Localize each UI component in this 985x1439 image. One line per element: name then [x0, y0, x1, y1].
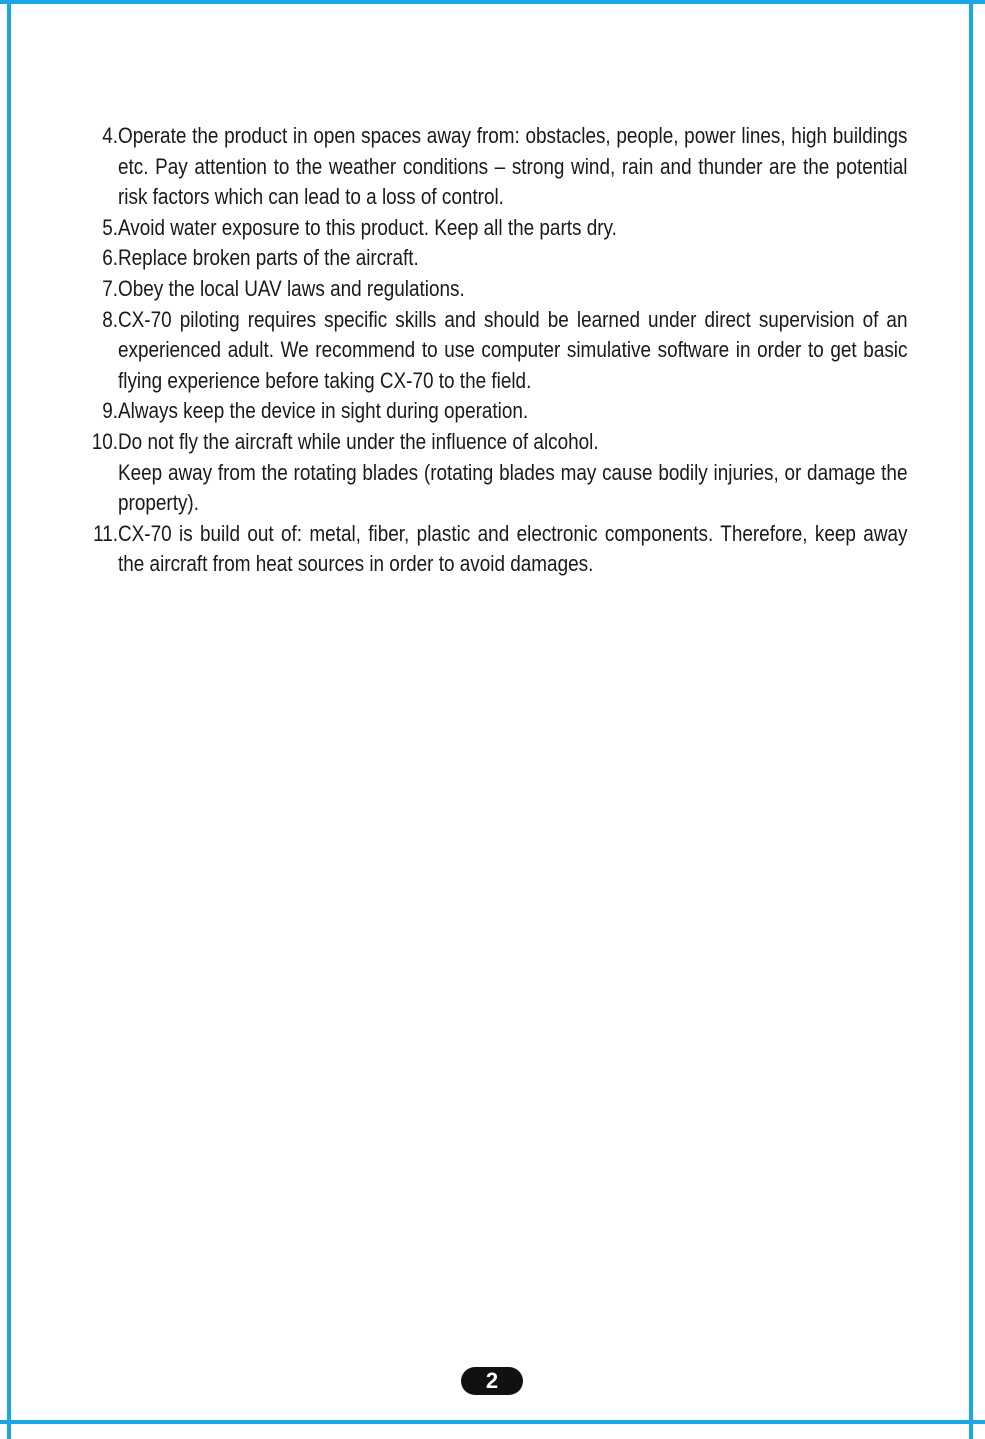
list-item-text: Operate the product in open spaces away from: obstacles, people, power lines, high buildings etc. Pay attention to the weather conditions – strong wind, rain and thunder are the potential risk factors which can lead to a loss of control. [118, 123, 908, 210]
list-item-text: CX-70 is build out of: metal, fiber, plastic and electronic components. Therefore, keep away the aircraft from heat sources in order to avoid damages. [118, 520, 908, 577]
list-item-number: 9. [102, 398, 118, 424]
list-item [70, 305, 908, 397]
page-number-badge: 2 [461, 1367, 523, 1395]
list-item-number: 8. [102, 306, 118, 332]
list-item-number: 6. [102, 245, 118, 271]
list-item-number: 10. [91, 428, 118, 454]
list-item-continuation-text: Keep away from the rotating blades (rotating blades may cause bodily injuries, or damage the property). [118, 459, 908, 516]
frame-top-border [0, 0, 985, 4]
safety-instructions-list [70, 121, 908, 580]
list-item [70, 121, 908, 213]
list-item [70, 427, 908, 458]
list-item [70, 458, 908, 519]
frame-bottom-border [0, 1420, 985, 1424]
list-item [70, 213, 908, 244]
list-item-number: 7. [102, 275, 118, 301]
list-item-number: 4. [102, 123, 118, 148]
list-item [70, 396, 908, 427]
frame-right-border [969, 0, 973, 1439]
list-item-text: Do not fly the aircraft while under the influence of alcohol. [118, 428, 599, 454]
list-item [70, 519, 908, 580]
list-item-text: Replace broken parts of the aircraft. [118, 245, 419, 271]
list-item [70, 274, 908, 305]
list-item-text: Obey the local UAV laws and regulations. [118, 275, 465, 301]
list-item-text: Avoid water exposure to this product. Keep all the parts dry. [118, 214, 617, 240]
list-item-text: CX-70 piloting requires specific skills and should be learned under direct supervision of an experienced adult. We recommend to use computer simulative software in order to get basic flying experience before taking CX-70 to the field. [118, 306, 908, 393]
list-item-text: Always keep the device in sight during operation. [118, 398, 529, 424]
frame-left-border [7, 0, 11, 1439]
list-item-number: 5. [102, 214, 118, 240]
list-item-number: 11. [93, 520, 118, 546]
list-item [70, 243, 908, 274]
